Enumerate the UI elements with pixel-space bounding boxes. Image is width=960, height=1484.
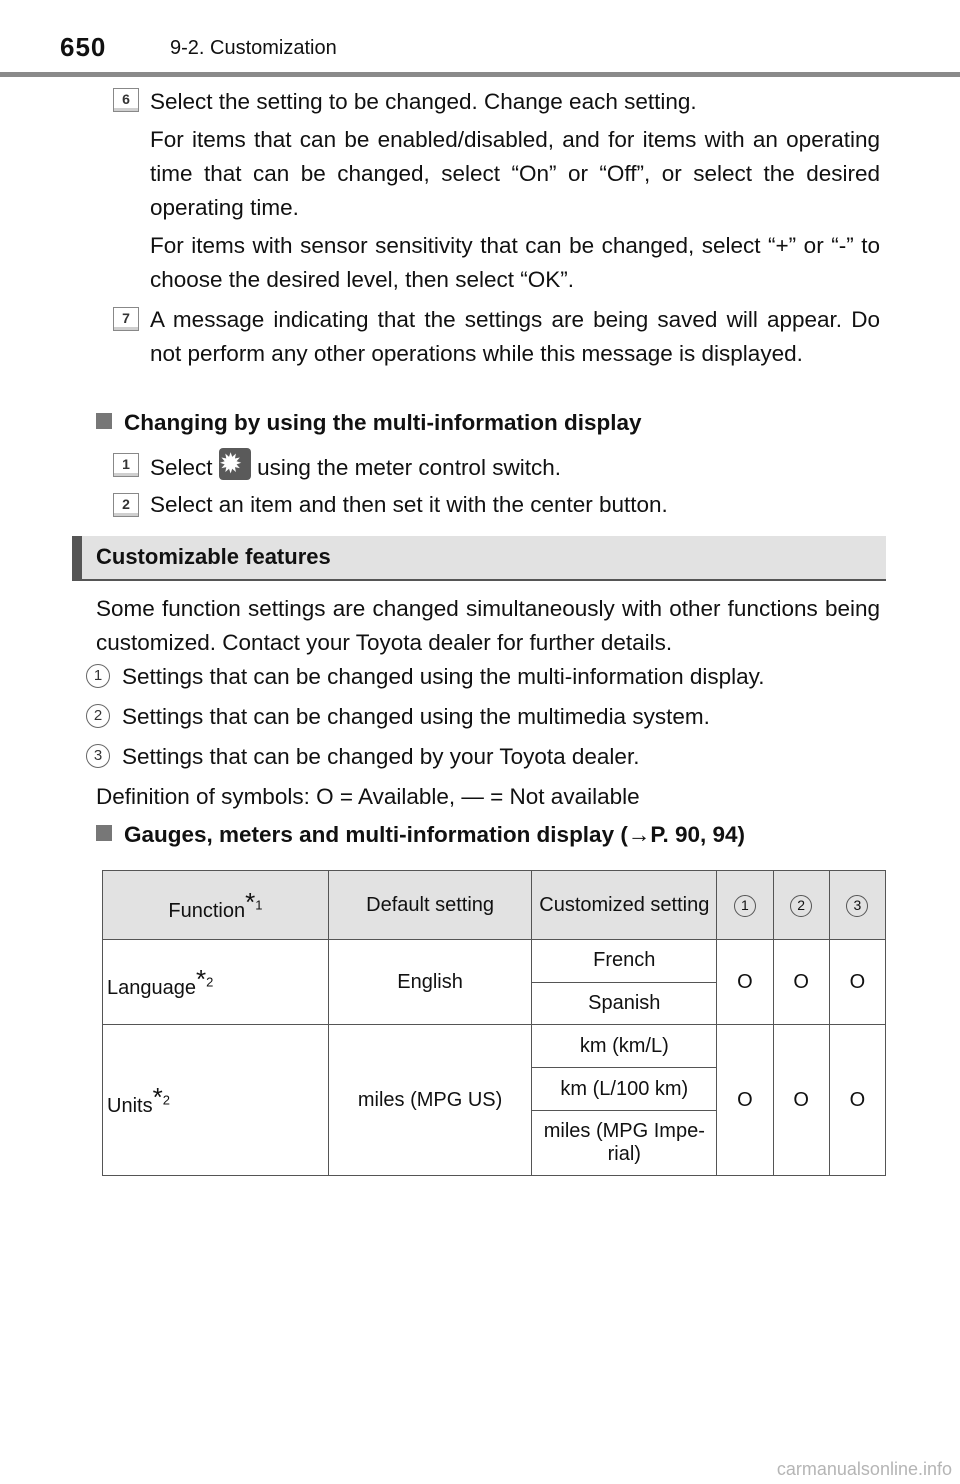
step-6-para-3: For items with sensor sensitivity that can be changed, select “+” or “-” to choose the desired level, then select “OK”. xyxy=(150,233,880,292)
th-col-3: 3 xyxy=(829,871,885,940)
cell-default: English xyxy=(328,940,531,1025)
cell-function: Language*$^2$ xyxy=(103,940,329,1025)
definition-text: Definition of symbols: O = Available, — = Not available xyxy=(96,784,640,809)
features-table xyxy=(102,870,886,1176)
step-6-text xyxy=(150,85,880,297)
th-col-2: 2 xyxy=(773,871,829,940)
watermark: carmanualsonline.info xyxy=(776,1459,952,1479)
heading-square-icon xyxy=(96,825,112,841)
legend-2-text: Settings that can be changed using the multimedia system. xyxy=(122,704,710,729)
th-customized: Customized setting xyxy=(532,871,717,940)
mid-step-2-text: Select an item and then set it with the center button. xyxy=(150,492,668,517)
cell-avail-3: O xyxy=(829,940,885,1025)
heading-square-icon xyxy=(96,413,112,429)
mid-step-2-badge: 2 xyxy=(113,493,139,517)
legend-3-circle: 3 xyxy=(86,744,110,768)
mid-step-1-text: Select ✹ using the meter control switch. xyxy=(150,448,561,485)
intro-text: Some function settings are changed simultaneously with other functions being customized. Contact your Toyota dealer for further details. xyxy=(96,596,880,655)
cell-function: Units*$^2$ xyxy=(103,1025,329,1176)
section-bar-underline xyxy=(72,579,886,581)
gauges-heading: Gauges, meters and multi-information display (→P. 90, 94) xyxy=(96,822,745,848)
step-6-para-1: Select the setting to be changed. Change each setting. xyxy=(150,89,697,114)
settings-gear-icon xyxy=(219,448,251,480)
table-row xyxy=(103,940,886,983)
cell-avail-1: O xyxy=(717,1025,773,1176)
cell-avail-1: O xyxy=(717,940,773,1025)
cell-default: miles (MPG US) xyxy=(328,1025,531,1176)
page-number: 650 xyxy=(60,32,107,62)
table-row xyxy=(103,1025,886,1068)
header-rule xyxy=(0,72,960,77)
cell-option: Spanish xyxy=(532,982,717,1025)
legend-3-text: Settings that can be changed by your Toyota dealer. xyxy=(122,744,640,769)
cell-option: French xyxy=(532,940,717,983)
step-6-badge: 6 xyxy=(113,88,139,112)
th-function: Function*$^1$ xyxy=(103,871,329,940)
th-col-1: 1 xyxy=(717,871,773,940)
table-header-row xyxy=(103,871,886,940)
step-7-badge: 7 xyxy=(113,307,139,331)
legend-2-circle: 2 xyxy=(86,704,110,728)
customizable-features-title: Customizable features xyxy=(96,544,331,569)
legend-1-circle: 1 xyxy=(86,664,110,688)
th-default: Default setting xyxy=(328,871,531,940)
step-6-para-2: For items that can be enabled/disabled, and for items with an operating time that can be changed, select “On” or “Off”, or select the desired operating time. xyxy=(150,127,880,220)
cell-option: km (km/L) xyxy=(532,1025,717,1068)
mid-step-1-badge: 1 xyxy=(113,453,139,477)
cell-option: km (L/100 km) xyxy=(532,1068,717,1111)
multi-info-heading: Changing by using the multi-information display xyxy=(96,410,642,436)
cell-avail-2: O xyxy=(773,1025,829,1176)
section-bar xyxy=(72,536,886,580)
cell-option: miles (MPG Impe-rial) xyxy=(532,1111,717,1176)
cell-avail-3: O xyxy=(829,1025,885,1176)
legend-1-text: Settings that can be changed using the multi-information display. xyxy=(122,664,765,689)
cell-avail-2: O xyxy=(773,940,829,1025)
step-7-text: A message indicating that the settings are being saved will appear. Do not perform any other operations while this message is displayed. xyxy=(150,307,880,366)
section-title: 9-2. Customization xyxy=(170,37,337,59)
